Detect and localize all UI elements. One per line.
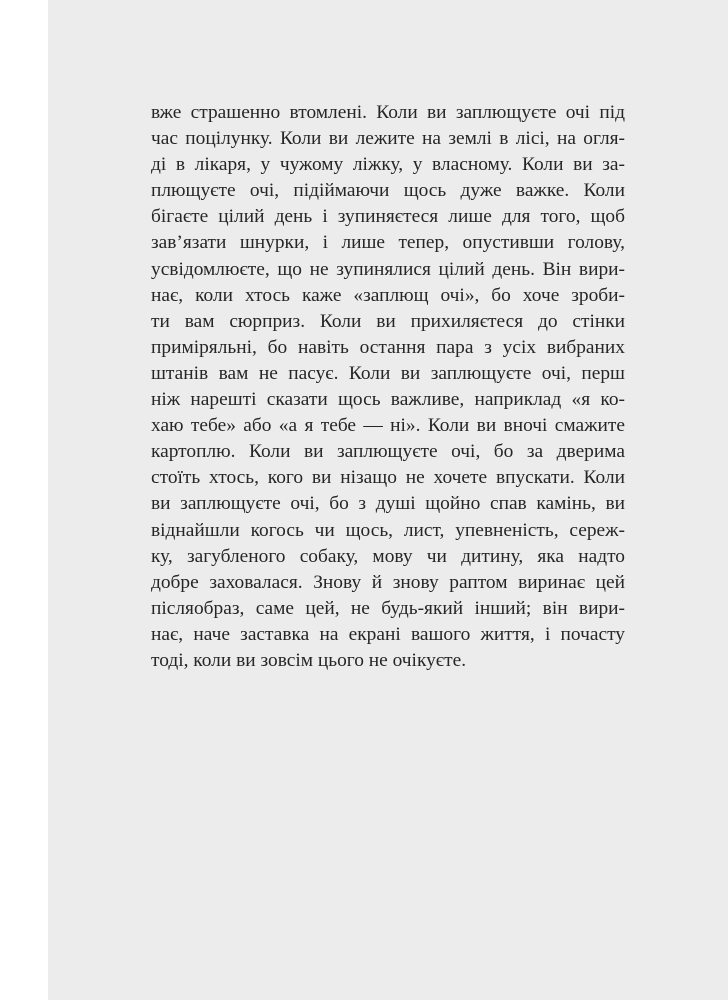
text-line: вже страшенно втомлені. Коли ви заплющуєте очі під	[151, 102, 625, 123]
text-line: хаю тебе» або «а я тебе — ні». Коли ви вночі смажите	[151, 415, 625, 437]
text-line: віднайшли когось чи щось, лист, упевненість, сереж-	[151, 519, 625, 541]
text-line: ді в лікаря, у чужому ліжку, у власному. Коли ви за-	[151, 154, 625, 176]
text-line: приміряльні, бо навіть остання пара з усіх вибраних	[151, 336, 625, 358]
text-line: зав’язати шнурки, і лише тепер, опустивши голову,	[151, 232, 625, 254]
body-text	[151, 100, 625, 674]
text-line: бігаєте цілий день і зупиняєтеся лише для того, щоб	[151, 206, 625, 228]
text-line: час поцілунку. Коли ви лежите на землі в лісі, на огля-	[151, 128, 625, 150]
text-line: плющуєте очі, підіймаючи щось дуже важке. Коли	[151, 180, 625, 202]
text-line: добре заховалася. Знову й знову раптом виринає цей	[151, 571, 625, 593]
text-line: післяобраз, саме цей, не будь-який інший; він вири-	[151, 597, 625, 619]
text-line: ви заплющуєте очі, бо з душі щойно спав камінь, ви	[151, 493, 625, 515]
text-line: ти вам сюрприз. Коли ви прихиляєтеся до стінки	[151, 310, 625, 332]
text-line: нає, наче заставка на екрані вашого життя, і почасту	[151, 623, 625, 645]
text-line: усвідомлюєте, що не зупинялися цілий день. Він вири-	[151, 258, 625, 280]
text-line: ніж нарешті сказати щось важливе, наприклад «я ко-	[151, 389, 625, 411]
text-line: картоплю. Коли ви заплющуєте очі, бо за дверима	[151, 441, 625, 463]
text-line: ку, загубленого собаку, мову чи дитину, яка надто	[151, 545, 625, 567]
text-line: стоїть хтось, кого ви нізащо не хочете впускати. Коли	[151, 467, 625, 489]
text-line: штанів вам не пасує. Коли ви заплющуєте очі, перш	[151, 362, 625, 384]
text-line-last: тоді, коли ви зовсім цього не очікуєте.	[151, 649, 467, 671]
text-line: нає, коли хтось каже «заплющ очі», бо хоче зроби-	[151, 284, 625, 306]
book-page	[48, 0, 728, 1000]
